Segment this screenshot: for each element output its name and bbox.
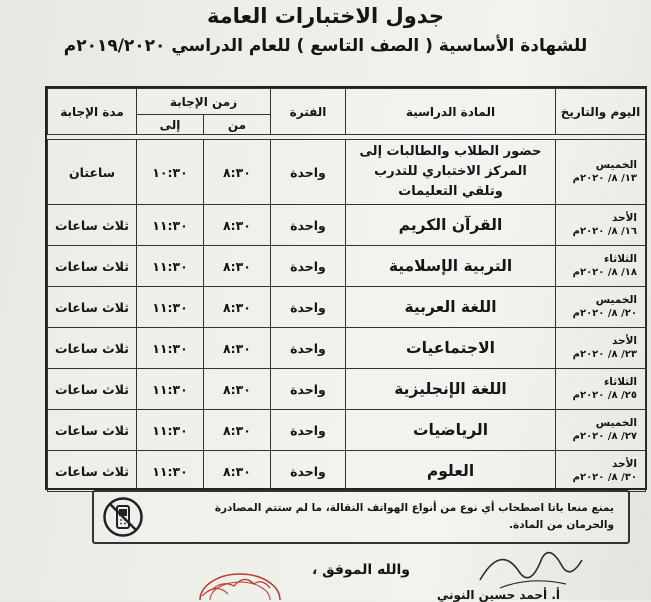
duration-cell: ثلاث ساعات xyxy=(48,328,137,369)
start-time-cell: ٨:٣٠ xyxy=(204,246,271,287)
table-row xyxy=(48,287,646,328)
period-cell: واحدة xyxy=(271,410,346,451)
header-subject: المادة الدراسية xyxy=(346,89,556,135)
end-time-cell: ١١:٣٠ xyxy=(137,205,204,246)
end-time-cell: ١١:٣٠ xyxy=(137,246,204,287)
duration-cell: ثلاث ساعات xyxy=(48,369,137,410)
subject-cell: الرياضيات xyxy=(346,410,556,451)
period-cell: واحدة xyxy=(271,328,346,369)
day-name: الأحد xyxy=(611,212,637,224)
period-cell: واحدة xyxy=(271,369,346,410)
start-time-cell: ٨:٣٠ xyxy=(204,205,271,246)
signatory-name: أ. أحمد حسين النوني xyxy=(436,588,560,602)
duration-cell: ثلاث ساعات xyxy=(48,246,137,287)
table-row xyxy=(48,246,646,287)
subject-cell: القرآن الكريم xyxy=(346,205,556,246)
day-date-cell xyxy=(556,410,646,451)
table-row xyxy=(48,369,646,410)
table-row xyxy=(48,410,646,451)
day-date-cell xyxy=(556,205,646,246)
start-time-cell: ٨:٣٠ xyxy=(204,410,271,451)
exam-date: ٣٠/ ٨/ ٢٠٢٠م xyxy=(572,472,637,483)
period-cell: واحدة xyxy=(271,140,346,205)
table-row xyxy=(48,205,646,246)
day-date-cell xyxy=(556,451,646,492)
day-name: الثلاثاء xyxy=(603,253,637,265)
duration-cell: ساعتان xyxy=(48,140,137,205)
subject-cell: التربية الإسلامية xyxy=(346,246,556,287)
end-time-cell: ١١:٣٠ xyxy=(137,328,204,369)
day-name: الأحد xyxy=(611,335,637,347)
end-time-cell: ١١:٣٠ xyxy=(137,287,204,328)
header-answer-time: زمن الإجابة xyxy=(137,89,271,115)
page-title: جدول الاختبارات العامة xyxy=(206,4,445,28)
end-time-cell: ١١:٣٠ xyxy=(137,410,204,451)
end-time-cell: ١١:٣٠ xyxy=(137,369,204,410)
exam-date: ٢٣/ ٨/ ٢٠٢٠م xyxy=(572,349,637,360)
duration-cell: ثلاث ساعات xyxy=(48,287,137,328)
subject-cell: العلوم xyxy=(346,451,556,492)
exam-date: ٢٧/ ٨/ ٢٠٢٠م xyxy=(572,431,637,442)
exam-date: ١٣/ ٨/ ٢٠٢٠م xyxy=(572,173,637,184)
phone-warning-box xyxy=(92,490,630,544)
day-name: الخميس xyxy=(595,294,637,306)
table-row xyxy=(48,140,646,205)
day-date-cell xyxy=(556,246,646,287)
header-duration: مدة الإجابة xyxy=(48,89,137,135)
exam-date: ٢٥/ ٨/ ٢٠٢٠م xyxy=(572,390,637,401)
period-cell: واحدة xyxy=(271,451,346,492)
header-to: إلى xyxy=(137,115,204,135)
no-mobile-phone-icon xyxy=(102,496,144,538)
exam-date: ٢٠/ ٨/ ٢٠٢٠م xyxy=(572,308,637,319)
day-date-cell xyxy=(556,287,646,328)
exam-schedule-table xyxy=(45,86,647,490)
closing-phrase: والله الموفق ، xyxy=(311,562,410,578)
day-name: الأحد xyxy=(611,458,637,470)
period-cell: واحدة xyxy=(271,246,346,287)
end-time-cell: ١١:٣٠ xyxy=(137,451,204,492)
period-cell: واحدة xyxy=(271,287,346,328)
day-name: الثلاثاء xyxy=(603,376,637,388)
start-time-cell: ٨:٣٠ xyxy=(204,328,271,369)
day-date-cell xyxy=(556,328,646,369)
exam-date: ١٦/ ٨/ ٢٠٢٠م xyxy=(572,226,637,237)
start-time-cell: ٨:٣٠ xyxy=(204,451,271,492)
start-time-cell: ٨:٣٠ xyxy=(204,287,271,328)
table-row xyxy=(48,451,646,492)
day-name: الخميس xyxy=(595,159,637,171)
subject-cell: اللغة الإنجليزية xyxy=(346,369,556,410)
schedule-rows xyxy=(48,140,646,492)
end-time-cell: ١٠:٣٠ xyxy=(137,140,204,205)
duration-cell: ثلاث ساعات xyxy=(48,205,137,246)
header-from: من xyxy=(204,115,271,135)
exam-date: ١٨/ ٨/ ٢٠٢٠م xyxy=(572,267,637,278)
phone-warning-text: يمنع منعا باتا اصطحاب أي نوع من أنواع الهواتف النقالة، ما لم ستتم المصادرة والحرمان من المادة. xyxy=(214,502,614,531)
subject-cell: الاجتماعيات xyxy=(346,328,556,369)
subject-cell: حضور الطلاب والطالبات إلى المركز الاختباري للتدرب وتلقي التعليمات xyxy=(346,140,556,205)
day-name: الخميس xyxy=(595,417,637,429)
period-cell: واحدة xyxy=(271,205,346,246)
duration-cell: ثلاث ساعات xyxy=(48,410,137,451)
start-time-cell: ٨:٣٠ xyxy=(204,369,271,410)
page-subtitle: للشهادة الأساسية ( الصف التاسع ) للعام الدراسي ٢٠١٩/٢٠٢٠م xyxy=(63,36,588,56)
day-date-cell xyxy=(556,369,646,410)
day-date-cell xyxy=(556,140,646,205)
table-row xyxy=(48,328,646,369)
start-time-cell: ٨:٣٠ xyxy=(204,140,271,205)
header-period: الفترة xyxy=(271,89,346,135)
header-day-date: اليوم والتاريخ xyxy=(556,89,646,135)
subject-cell: اللغة العربية xyxy=(346,287,556,328)
duration-cell: ثلاث ساعات xyxy=(48,451,137,492)
